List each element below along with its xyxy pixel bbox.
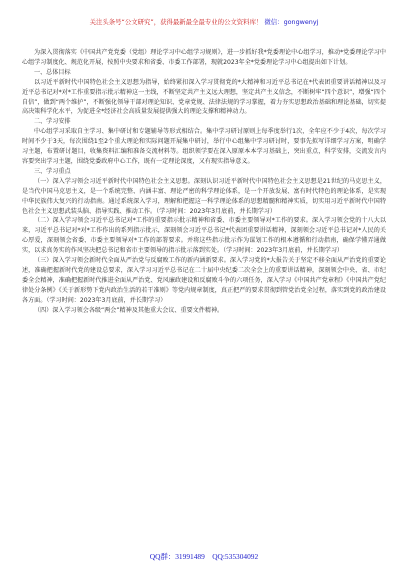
- document-body: [22, 48, 386, 315]
- contact-footer: [0, 552, 408, 562]
- wechat-id: 微信：gongwenyj: [264, 18, 319, 26]
- section-heading-arrangement: 二、学习安排: [34, 118, 71, 126]
- qq-group: QQ群：31991489: [149, 552, 205, 561]
- qq-number: QQ:535304092: [212, 552, 259, 561]
- focus-item-2: （二）深入学习领会习近平总书记对*工作的重要指示批示精神和省委、市委主要领导对*工作的要求。深入学习领会党的十八大以来，习近平总书记对*对*工作作出的系列指示批示，深刻领会习近平总书记*代表团重要讲话精神，深刻领会习近平总书记对*人民的关心厚爱，深刻领会省委、市委主要领导对*工作的部署要求。并将这些指示批示作为谋划工作的根本遵循和行动指南，确保学懂弄通做实，以求真务实的作风坚决把总书记和省市主要领导的指示批示落到实处。（学习时间：2023年3月底前，并长期学习）: [22, 217, 386, 255]
- section-heading-focus: 三、学习重点: [34, 167, 71, 175]
- promo-text: 关注头条号“公文研究”，获得最新最全最专业的公文资料库！: [89, 18, 263, 26]
- focus-item-1: （一）深入学习领会习近平新时代中国特色社会主义思想。深刻认识习近平新时代中国特色社会主义思想是21世纪的马克思主义，是当代中国马克思主义，是一个系统完整、内涵丰富、理论严密的科学理论体系，是一个开放发展、富有时代特色的理论体系，是实现中华民族伟大复兴的行动指南。通过系统深入学习，理解和把握这一科学理论体系的思想精髓和精神实质，切实用习近平新时代中国特色社会主义思想武装头脑、指导实践、推动工作。（学习时间：2023年3月底前，并长期学习）: [22, 177, 386, 215]
- promo-banner: [0, 18, 408, 26]
- focus-item-3: （三）深入学习领会新时代全面从严治党与反腐败工作的新内涵新要求。深入学习党的*大报告关于坚定不移全面从严治党的重要论述，准确把握新时代党的建设总要求，深入学习习近平总书记在二十届中央纪委二次全会上的重要讲话精神，深刻领会中央、省、市纪委全会精神，准确把握新时代推进全面从严治党、党风廉政建设和反腐败斗争的六项任务，深入学习《中国共产党章程》《中国共产党纪律处分条例》《关于新形势下党内政治生活的若干准则》等党内规章制度，真正把严的要求贯彻到管党治党全过程，落实到党的政治建设各方面。（学习时间：2023年3月底前，并长期学习）: [22, 257, 386, 304]
- section-heading-goals: 一、总体目标: [34, 68, 71, 76]
- goals-paragraph: 以习近平新时代中国特色社会主义思想为指导，始终紧扣深入学习贯彻党的*大精神和习近平总书记在*代表团重要讲话精神以及习近平总书记对*对*工作重要指示批示精神这一主线，不断坚定共产主义远大理想，坚定共产主义信念，不断树牢“四个意识”，增强“四个自信”，做到“两个维护”，不断强化领导干部对理论知识、党章党规、法律法规的学习掌握，着力夯实思想政治基础和理论基础，切实提高决策科学化水平，为促进全*经济社会高质量发展提供强大的理论支撑和精神动力。: [22, 78, 386, 116]
- focus-item-4: （四）深入学习领会各级“两会”精神及其他重大会议、重要文件精神。: [34, 306, 224, 314]
- arrangement-paragraph: 中心组学习采取自主学习、集中研讨和专题辅导等形式相结合。集中学习研讨原则上每季度举行1次，全年应不少于4次，每次学习时间不少于3天，每次围绕1至2个重大理论和实际问题开展集中研讨，举行中心组集中学习研讨时，要事先拟写详细学习方案，明确学习主题，布置研讨题目，收集资料汇编和准备交流材料等。组织领学要在深入原原本本学习基础上，突出重点，科学安排，交流发言内容要突出学习主题，围绕党委政府中心工作，既有一定理论深度，又有现实指导意义。: [22, 128, 386, 165]
- intro-paragraph: 为深入贯彻落实《中国共产党党委（党组）理论学习中心组学习规则》，进一步抓好我*党委理论中心组学习，推动*党委理论学习中心组学习制度化、规范化开展，按照中央要求和省委、市委工作部署，现就2023年全*党委理论学习中心组提出如下计划。: [22, 49, 386, 66]
